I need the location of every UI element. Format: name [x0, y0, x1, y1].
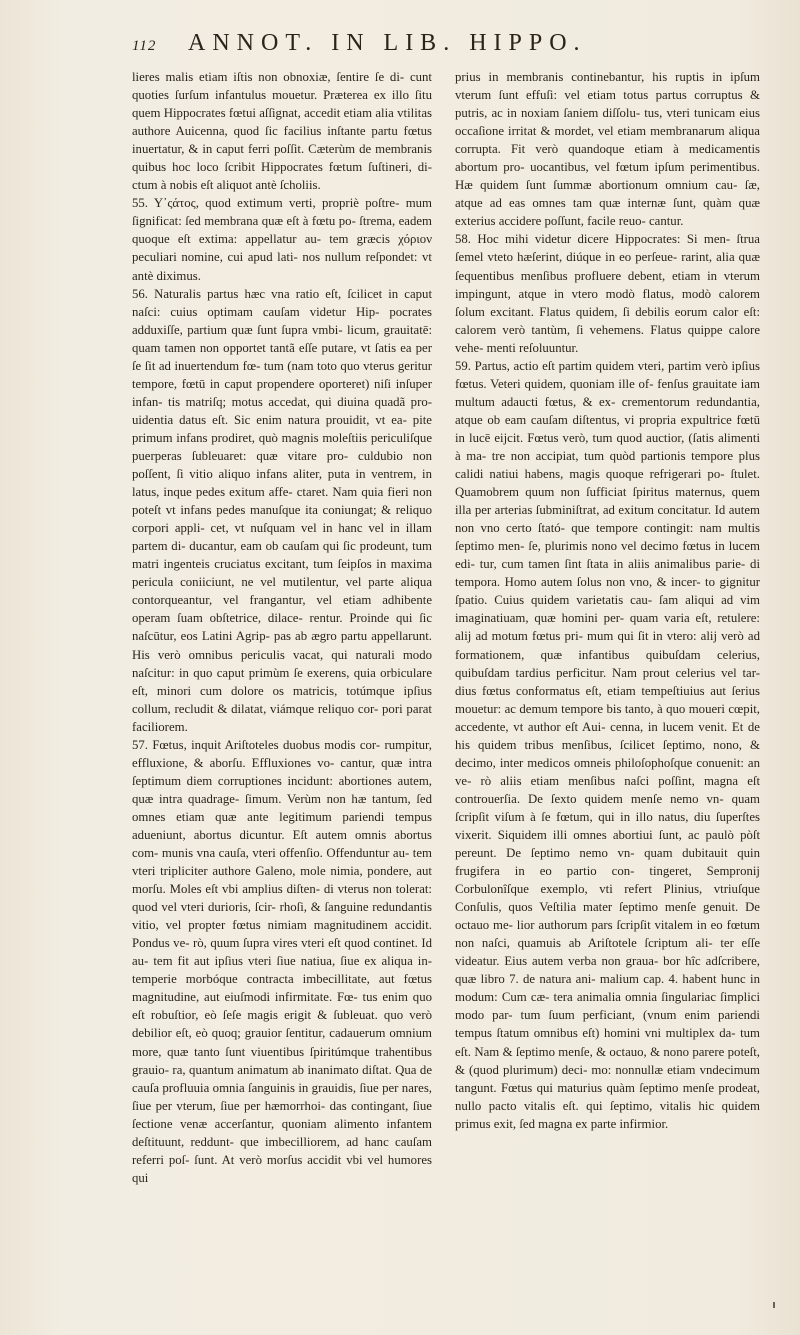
paragraph-56: 56. Naturalis partus hæc vna ratio eſt, ſcilicet in caput naſci: cuius optimam cauſam videtur Hip- pocrates adduxiſſe, partium quæ ſunt ſupra vmbi- licum, grauitatē: quam tamen non opportet tantã eſſe putare, vt ſatis ea per ſe ſit ad inuertendum fœ- tum (nam toto quo vterus geritur tempore, fœtū in caput propendere oporteret) niſi inſuper infan- tis matriſq; motus accedat, qui diuina quadã pro- uidentia datus eſt. Sic enim natura prouidit, vt ea- pite primum infans prodiret, quò magnis moleſtiis periculiſque puerperas ſubleuaret: quæ vitare pro- culdubio non poſſent, ſi vitio aliquo infans aliter, puta in ventrem, in latus, inque pedes exitum affe- ctaret. Nam quia fieri non poteſt vt infans pedes manuſque ita coniungat; & reliquo corpori appli- cet, vt nuſquam vel in hanc vel in illam partem di- ducantur, eam ob cauſam qui ſic prodeunt, tum matri ingenteis cruciatus excitant, tum ſeipſos in maxima pericula coniiciunt, ne vel mutilentur, vel parte aliqua contorqueantur, vel frangantur, vel etiam adhibente operam ſuam obſtetrice, dilace- rentur. Proinde qui ſic naſcūtur, eos Latini Agrip- pas ab ægro partu appellarunt. His verò omnibus periculis vacat, qui naturali modo naſcitur: in quo caput primùm ſe exerens, quia orbiculare eſt, minori cum dolore os matricis, totúmque ipſius collum, recludit & dilatat, viámque reliquo cor- pori parat faciliorem.: [132, 286, 432, 734]
page-header: [132, 30, 710, 64]
paragraph-59: 59. Partus, actio eſt partim quidem vteri, partim verò ipſius fœtus. Veteri quidem, quoniam ille of- fenſus grauitate iam multum adaucti fœtus, & ex- crementorum redundantia, atque ob eam cauſam diſtentus, vi propria expultrice fœtū in lucē eijcit. Fœtus verò, tum quod auctior, (ſatis alimenti à ma- tre non accipiat, tum quòd partionis tempore plus calidi natiui habens, magis quoque refrigerari po- ſtulet. Quamobrem quum non ſufficiat ſpiritus maternus, quem illa per arterias ſubminiſtrat, ad exitum concitatur. Id autem non vno certo ſtató- que tempore contingit: nam multis ſeptimo men- ſe, plurimis nono vel decimo fœtus in lucem edi- tur, cum tamen ſint ſtata in aliis animalibus parie- di tempora. Homo autem ſolus non vno, & incer- to gignitur ſpatio. Cuius quidem varietatis cau- ſam aliqui ad vim imaginatiuam, quæ homini per- quam varia eſt, retulere: alij ad motum fœtus pri- mum qui ſit in vtero: alij verò ad formationem, quæ infantibus quibuſdam celerius, quibuſdam tardius perficitur. Nam prout celerius vel tar- dius fœtus conformatus eſt, etiam tempeſtiuius aut ſerius mouetur: ac demum tempore bis tanto, à quo moueri cœpit, accedente, vt author eſt Aui- cenna, in lucem venit. Et de his quidem tribus menſibus, ſcilicet ſeptimo, nono, & decimo, inter medicos omneis philoſophoſque conuenit: an ve- rò aliis etiam menſibus naſci poſſint, magna eſt controuerſia. De ſexto quidem menſe nemo vn- quam ſcripſit viſum à ſe fœtum, qui in illo natus, diu ſuperſtes vixerit. Siquidem illi omnes abortiui ſunt, ac paulò pòſt pereunt. De ſeptimo nemo vn- quam dubitauit quin frugifera in eo partio con- tingeret, Sempronij Corbulonîſque exemplo, vti refert Plinius, vtriuſque Conſulis, quos Veſtilia mater ſeptimo menſe genuit. De octauo me- lior authorum pars ſcripſit vitalem in eo fœtum non naſci, quamuis ab Ariſtotele ſcriptum ali- ter eſſe videatur. Eius autem verba non graua- bor hîc adſcribere, quæ libro 7. de natura ani- malium cap. 4. habent hunc in modum: Cum cæ- tera animalia omnia ſingulariac ſimplici modo par- tum ſuum perficiant, (vnum enim pariendi tempus ſtatum omnibus eſt) homini vni multiplex da- tum eſt. Nam & ſeptimo menſe, & octauo, & nono parere poteſt, & (quod plurimum) deci- mo: nonnullæ etiam vndecimum tangunt. Fœtus qui maturius quàm ſeptimo menſe prodeat, nullo pacto vitalis eſt. qui ſeptimo, vitalis hic quidem primus exit, ſed magna ex parte infirmior.: [455, 358, 760, 1131]
page-mark: [773, 1302, 775, 1308]
paragraph-58: 58. Hoc mihi videtur dicere Hippocrates: Si men- ſtrua ſemel vteto hæſerint, diúque in eo perſeue- rarint, alia quæ ſequentibus menſibus profluere debent, etiam in vterum impingunt, atque in vtero modò flatus, modò calorem ſolum excitant. Flatus quidem, ſi debilis eorum calor eſt: calorem verò tantùm, ſi vehemens. Flatus quippe calore vehe- menti reſoluuntur.: [455, 232, 760, 355]
paragraph-57: 57. Fœtus, inquit Ariſtoteles duobus modis cor- rumpitur, effluxione, & aborſu. Effluxiones vo- cantur, quæ intra ſeptimum diem corruptiones incidunt: abortiones autem, quæ intra quadrage- ſimum. Verùm non hæ tantum, ſed omnes etiam quæ ante legitimum pariendi tempus adueniunt, abortus dicuntur. Eſt autem omnis abortus com- munis vna cauſa, vteri offenſio. Offenduntur au- tem vteri tripliciter authore Galeno, mole nimia, pondere, aut morſu. Moles eſt vbi amplius diſten- di vterus non tolerat: quod vel vteri durioris, ſcir- rhoſi, & ſanguine redundantis vitio, vel propter fœtus nimiam magnitudinem accidit. Pondus ve- rò, quum ſupra vires vteri eſt quod continet. Id au- tem fit aut ipſius vteri ſiue natiua, ſiue ex aliqua in- temperie morbóque contracta imbecillitate, aut fœtus magnitudine, aut eiuſmodi infirmitate. Fœ- tus enim quo eſt robuſtior, eò ſeſe magis erigit & ſubleuat. quo verò debilior eſt, eò quoq; grauior ſentitur, cadauerum omnium more, quæ tanto ſunt viuentibus ſpiritúmque trahentibus grauio- ra, quantum animatum ab inanimato diſtat. Qua de cauſa profluuia omnia ſanguinis in grauidis, ſiue per nares, ſiue per vterum, ſiue per hæmorrhoi- das contingant, ſiue ſectione venæ accerſantur, quoniam alimento infantem deſtituunt, reddunt- que imbecilliorem, ad hanc cauſam referri poſ- ſunt. At verò morſus accidit vbi vel humores qui: [132, 737, 432, 1185]
paragraph-55: 55. Υ᾽ςάτος, quod extimum verti, propriè poſtre- mum ſignificat: ſed membrana quæ eſt à fœtu po- ſtrema, eadem quoque eſt extima: appellatur au- tem græcis χόριον peculiari nomine, cui apud lati- nos nullum reſpondet: vt antè diximus.: [132, 196, 432, 283]
paragraph-57-continued: prius in membranis continebantur, his ruptis in ipſum vterum ſunt effuſi: vel etiam totus partus corruptus & putris, ac in noxiam ſaniem diſſolu- tus, vteri tunicam eius occaſione irritat & mordet, vel etiam membranarum aliqua corrupta. Fit verò quandoque etiam à medicamentis abortum pro- uocantibus, vel fœtum ipſum perimentibus. Hæ quidem ſunt ſummæ abortionum omnium cau- ſæ, atque ad eas omnes tam quæ internæ ſunt, quàm quæ exterius accidere poſſunt, facile reuo- cantur.: [455, 70, 760, 229]
running-title: ANNOT. IN LIB. HIPPO.: [188, 30, 587, 56]
left-column: [132, 68, 432, 1187]
right-column: [455, 68, 760, 1133]
page-number: 112: [132, 38, 157, 54]
paragraph-intro: lieres malis etiam iſtis non obnoxiæ, ſentire ſe di- cunt quoties ſurſum infantulus mouetur. Præterea ex illo ſitu quem Hippocrates fœtui aſſignat, accedit etiam alia vtilitas authore Auicenna, quod ſic facilius inſtante partu fœtus inuertatur, & in caput ferri poſſit. Cæterùm de membranis quibus hoc loco ſcribit Hippocrates fœtum ſuſtineri, di- ctum à nobis eſt aliquot antè ſcholiis.: [132, 70, 432, 193]
